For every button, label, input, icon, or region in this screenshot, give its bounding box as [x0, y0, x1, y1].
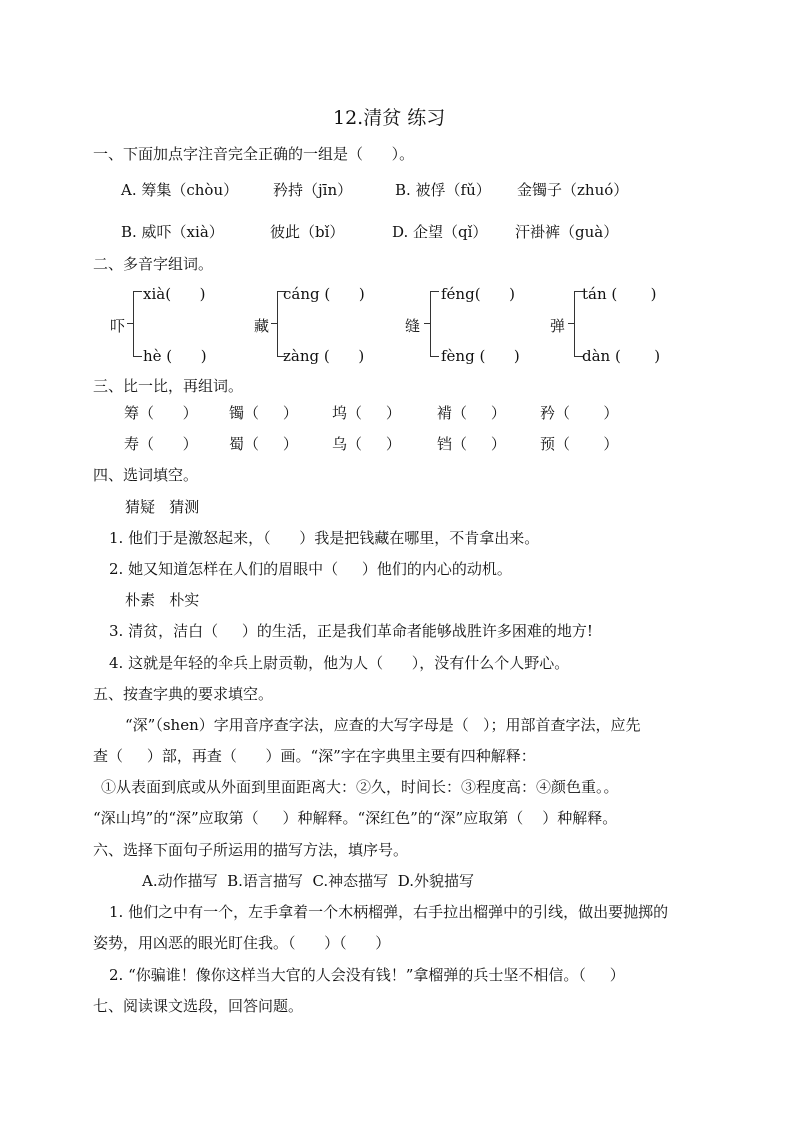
q1-heading: 一、下面加点字注音完全正确的一组是（ ）。: [93, 145, 415, 163]
compare-item: 矜（ ）: [540, 404, 619, 422]
q6-options: A.动作描写 B.语言描写 C.神态描写 D.外貌描写: [142, 872, 474, 890]
brace-tick: [424, 323, 430, 324]
q1-option-d-part1: D. 企望（qǐ）: [392, 223, 488, 241]
page-title: 12.清贫 练习: [333, 107, 446, 129]
brace-tick: [271, 323, 277, 324]
q6-sentence-2: 2. “你骗谁！像你这样当大官的人会没有钱！”拿榴弹的兵士坚不相信。（ ）: [109, 966, 625, 984]
compare-item: 镯（ ）: [229, 404, 298, 422]
polyphone-bottom: hè ( ): [143, 347, 207, 365]
brace-tick: [568, 323, 574, 324]
q4-sentence-1: 1. 他们于是激怒起来，（ ）我是把钱藏在哪里，不肯拿出来。: [109, 529, 540, 547]
compare-item: 褙（ ）: [437, 404, 506, 422]
polyphone-top: féng( ): [441, 285, 516, 303]
q5-line-1: “深”（shen）字用音序查字法，应查的大写字母是（ ）；用部首查字法，应先: [125, 716, 641, 734]
polyphone-bottom: dàn ( ): [582, 347, 661, 365]
compare-item: 坞（ ）: [332, 404, 401, 422]
q4-sentence-3: 3. 清贫，洁白（ ）的生活，正是我们革命者能够战胜许多困难的地方!: [109, 622, 593, 640]
polyphone-top: xià( ): [143, 285, 206, 303]
q4-sentence-4: 4. 这就是年轻的伞兵上尉贡勒，他为人（ ），没有什么个人野心。: [109, 654, 570, 672]
polyphone-bottom: fèng ( ): [441, 347, 520, 365]
word-choices-2: 朴素 朴实: [125, 591, 200, 609]
compare-item: 蜀（ ）: [229, 435, 298, 453]
q1-option-a-part2: 矜持（jīn）: [273, 181, 353, 199]
word-choices-1: 猜疑 猜测: [125, 498, 200, 516]
q5-heading: 五、按查字典的要求填空。: [93, 685, 274, 703]
brace-bracket: [133, 291, 142, 357]
q6-heading: 六、选择下面句子所运用的描写方法，填序号。: [93, 841, 409, 859]
q5-line-3: ①从表面到底或从外面到里面距离大：②久，时间长：③程度高：④颜色重。。: [101, 778, 619, 796]
polyphone-char: 藏: [254, 317, 270, 335]
polyphone-top: cáng ( ): [283, 285, 365, 303]
q5-line-4: “深山坞”的“深”应取第（ ）种解释。“深红色”的“深”应取第（ ）种解释。: [93, 809, 618, 827]
compare-item: 预（ ）: [540, 435, 619, 453]
brace-bracket: [430, 291, 439, 357]
q1-option-c-part1: B. 威吓（xià）: [121, 223, 224, 241]
compare-item: 铛（ ）: [437, 435, 506, 453]
q5-line-2: 查（ ）部，再查（ ）画。“深”字在字典里主要有四种解释：: [93, 747, 536, 765]
polyphone-char: 缝: [405, 317, 421, 335]
compare-item: 寿（ ）: [124, 435, 198, 453]
q1-option-b-part1: B. 被俘（fǔ）: [395, 181, 491, 199]
q6-sentence-1a: 1. 他们之中有一个，左手拿着一个木柄榴弹，右手拉出榴弹中的引线，做出要抛掷的: [109, 903, 669, 921]
polyphone-top: tán ( ): [582, 285, 657, 303]
q6-sentence-1b: 姿势，用凶恶的眼光盯住我。（ ）（ ）: [93, 934, 391, 952]
q1-option-b-part2: 金镯子（zhuó）: [517, 181, 629, 199]
q3-heading: 三、比一比，再组词。: [93, 377, 244, 395]
polyphone-char: 弹: [550, 317, 566, 335]
q2-heading: 二、多音字组词。: [93, 255, 214, 273]
brace-tick: [127, 323, 133, 324]
q7-heading: 七、阅读课文选段，回答问题。: [93, 997, 304, 1015]
polyphone-char: 吓: [110, 317, 126, 335]
compare-item: 乌（ ）: [332, 435, 401, 453]
q4-sentence-2: 2. 她又知道怎样在人们的眉眼中（ ）他们的内心的动机。: [109, 560, 512, 578]
q1-option-c-part2: 彼此（bǐ）: [270, 223, 345, 241]
polyphone-bottom: zàng ( ): [283, 347, 365, 365]
q1-option-a-part1: A. 筹集（chòu）: [121, 181, 239, 199]
compare-item: 筹（ ）: [124, 404, 198, 422]
q4-heading: 四、选词填空。: [93, 466, 199, 484]
q1-option-d-part2: 汗褂裤（guà）: [515, 223, 619, 241]
